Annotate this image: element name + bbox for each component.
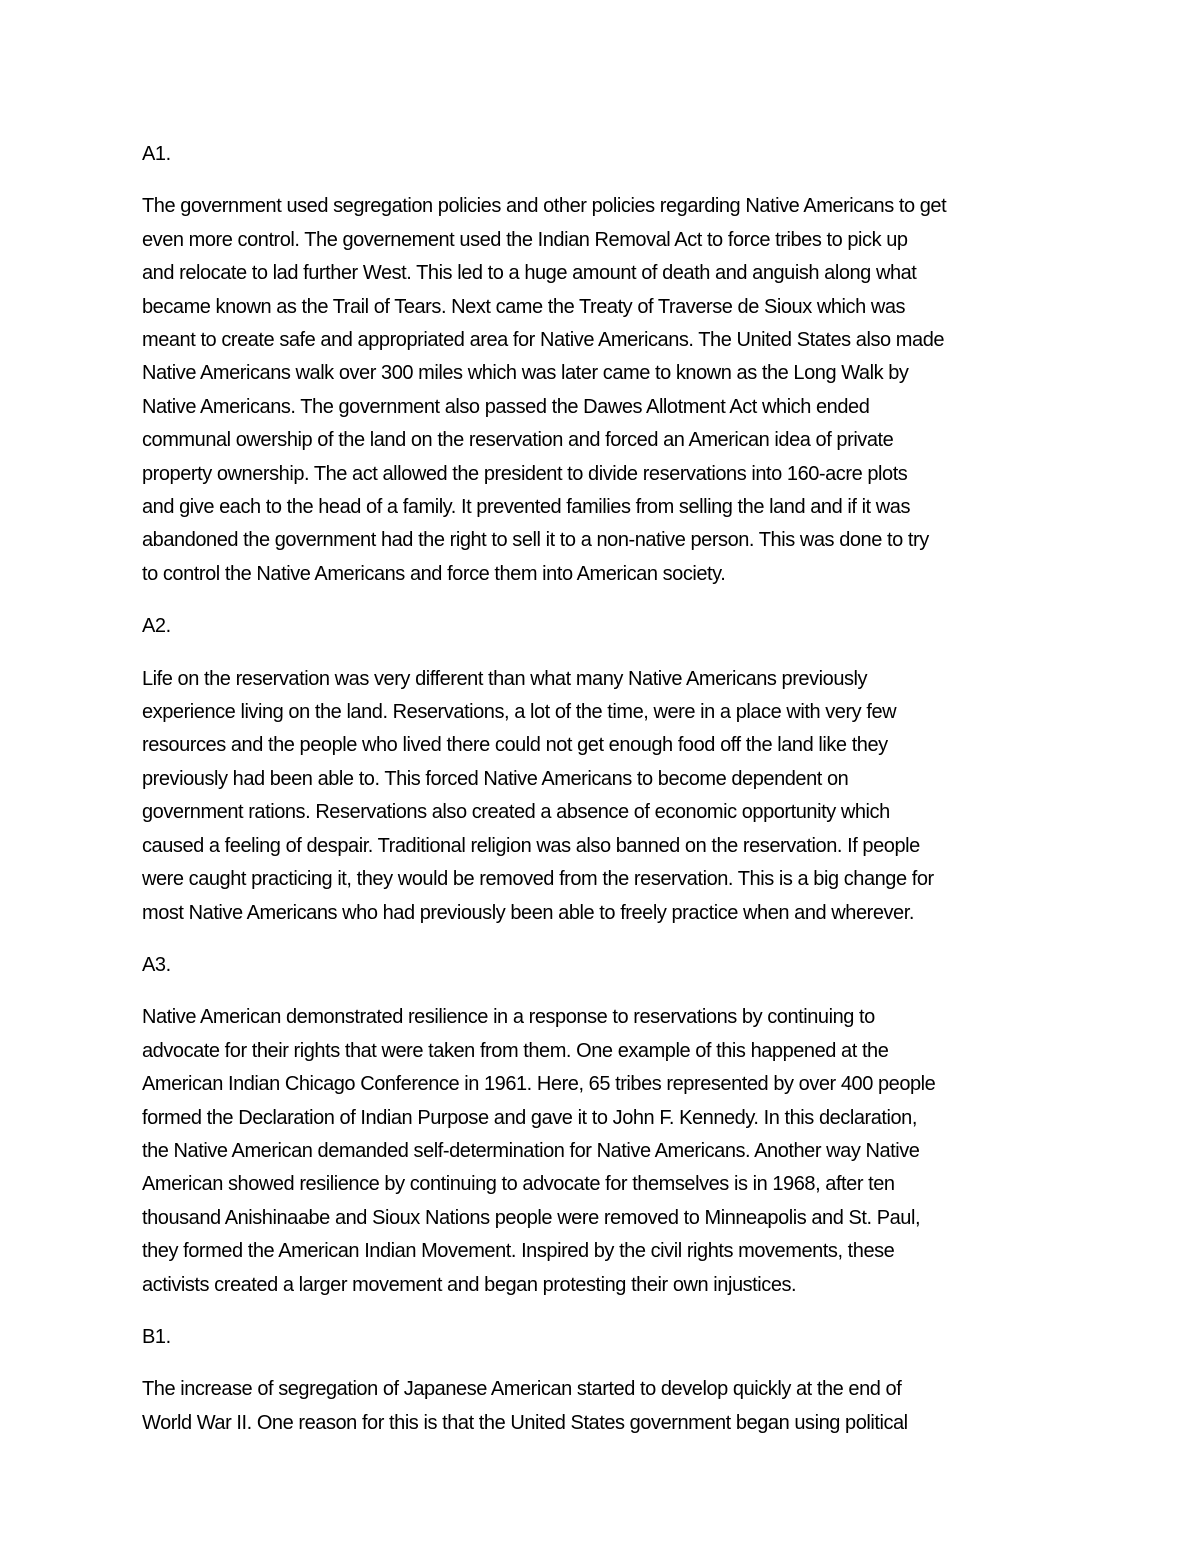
paragraph-line: experience living on the land. Reservations, a lot of the time, were in a place with very few <box>142 701 897 724</box>
paragraph-line: government rations. Reservations also created a absence of economic opportunity which <box>142 801 890 824</box>
spacer <box>142 930 1067 949</box>
section-paragraph <box>142 190 1067 591</box>
paragraph-line: even more control. The governement used the Indian Removal Act to force tribes to pick up <box>142 228 908 251</box>
section-a2 <box>142 610 1067 949</box>
spacer <box>142 1354 1067 1373</box>
paragraph-line: most Native Americans who had previously been able to freely practice when and wherever. <box>142 901 914 924</box>
section-paragraph <box>142 663 1067 930</box>
section-a1 <box>142 138 1067 610</box>
paragraph-line: and give each to the head of a family. It prevented families from selling the land and if it was <box>142 496 910 519</box>
paragraph-line: they formed the American Indian Movement. Inspired by the civil rights movements, these <box>142 1240 895 1263</box>
paragraph-line: were caught practicing it, they would be removed from the reservation. This is a big change for <box>142 868 934 891</box>
spacer <box>142 1302 1067 1321</box>
paragraph-line: American showed resilience by continuing to advocate for themselves is in 1968, after ten <box>142 1173 895 1196</box>
paragraph-line: Native American demonstrated resilience in a response to reservations by continuing to <box>142 1006 875 1029</box>
section-paragraph <box>142 1373 1067 1440</box>
paragraph-line: caused a feeling of despair. Traditional religion was also banned on the reservation. If people <box>142 834 920 857</box>
paragraph-line: advocate for their rights that were taken from them. One example of this happened at the <box>142 1039 889 1062</box>
paragraph-line: The government used segregation policies and other policies regarding Native Americans to get <box>142 195 947 218</box>
paragraph-line: previously had been able to. This forced Native Americans to become dependent on <box>142 767 849 790</box>
section-heading: A2. <box>142 615 171 638</box>
section-heading: B1. <box>142 1325 171 1348</box>
paragraph-line: Native Americans walk over 300 miles which was later came to known as the Long Walk by <box>142 362 909 385</box>
paragraph-line: Life on the reservation was very different than what many Native Americans previously <box>142 667 868 690</box>
paragraph-line: activists created a larger movement and began protesting their own injustices. <box>142 1273 797 1296</box>
section-paragraph <box>142 1001 1067 1302</box>
spacer <box>142 982 1067 1001</box>
paragraph-line: meant to create safe and appropriated area for Native Americans. The United States also made <box>142 329 945 352</box>
paragraph-line: Native Americans. The government also passed the Dawes Allotment Act which ended <box>142 395 870 418</box>
section-heading: A3. <box>142 953 171 976</box>
section-b1 <box>142 1321 1067 1440</box>
spacer <box>142 644 1067 663</box>
spacer <box>142 171 1067 190</box>
paragraph-line: communal owership of the land on the reservation and forced an American idea of private <box>142 429 894 452</box>
paragraph-line: The increase of segregation of Japanese American started to develop quickly at the end of <box>142 1378 902 1401</box>
paragraph-line: American Indian Chicago Conference in 1961. Here, 65 tribes represented by over 400 people <box>142 1073 936 1096</box>
document-body <box>142 138 1067 1440</box>
spacer <box>142 591 1067 610</box>
paragraph-line: World War II. One reason for this is that the United States government began using political <box>142 1411 908 1434</box>
paragraph-line: the Native American demanded self-determination for Native Americans. Another way Native <box>142 1139 920 1162</box>
paragraph-line: formed the Declaration of Indian Purpose and gave it to John F. Kennedy. In this declaration, <box>142 1106 917 1129</box>
paragraph-line: property ownership. The act allowed the president to divide reservations into 160-acre plots <box>142 462 908 485</box>
paragraph-line: resources and the people who lived there could not get enough food off the land like they <box>142 734 888 757</box>
paragraph-line: and relocate to lad further West. This led to a huge amount of death and anguish along what <box>142 262 917 285</box>
paragraph-line: abandoned the government had the right to sell it to a non-native person. This was done to try <box>142 529 929 552</box>
section-heading: A1. <box>142 143 171 165</box>
paragraph-line: to control the Native Americans and force them into American society. <box>142 562 726 585</box>
section-a3 <box>142 949 1067 1321</box>
paragraph-line: thousand Anishinaabe and Sioux Nations people were removed to Minneapolis and St. Paul, <box>142 1206 921 1229</box>
paragraph-line: became known as the Trail of Tears. Next came the Treaty of Traverse de Sioux which was <box>142 295 906 318</box>
